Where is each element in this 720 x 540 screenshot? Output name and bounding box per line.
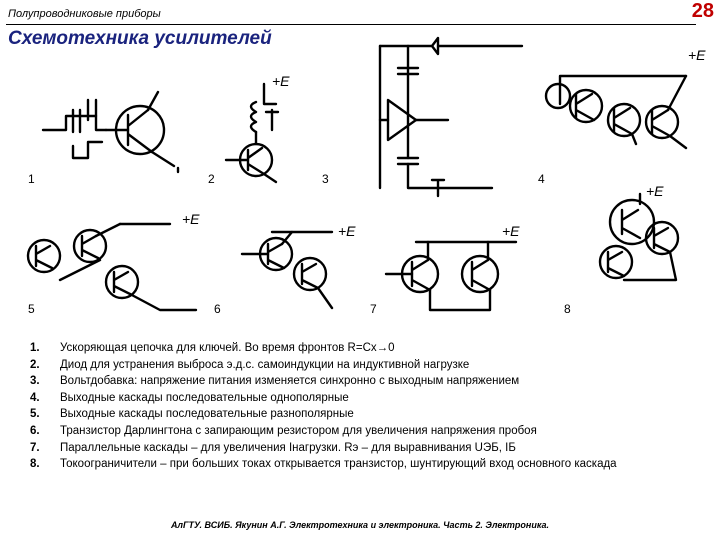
list-item-number: 2. — [30, 358, 40, 371]
figure-6-number: 6 — [214, 302, 221, 316]
list-item-text: Токоограничители – при больших токах открывается транзистор, шунтирующий вход основного каскада — [60, 458, 617, 471]
list-item — [30, 340, 700, 357]
figure-6-panel — [222, 212, 380, 320]
figure-7-panel — [376, 212, 538, 320]
list-item-number: 7. — [30, 441, 40, 454]
list-item-text: Выходные каскады последовательные однополярные — [60, 391, 349, 404]
list-item-number: 6. — [30, 424, 40, 437]
figure-7-circuit — [376, 212, 538, 320]
figure-8-number: 8 — [564, 302, 571, 316]
list-item-number: 8. — [30, 458, 40, 471]
header-subject: Полупроводниковые приборы — [8, 8, 161, 20]
list-item-text: Выходные каскады последовательные разнополярные — [60, 408, 354, 421]
figure-5-circuit — [20, 200, 216, 320]
list-item-text: Диод для устранения выброса э.д.с. самоиндукции на индуктивной нагрузке — [60, 358, 470, 371]
figure-5-supply-label: +E — [182, 211, 200, 227]
list-item — [30, 423, 700, 440]
figure-1-circuit — [28, 70, 200, 190]
figure-8-panel — [580, 176, 710, 316]
list-item — [30, 390, 700, 407]
page-title: Схемотехника усилителей — [8, 28, 272, 49]
list-item-number: 3. — [30, 375, 40, 388]
list-item — [30, 373, 700, 390]
description-list — [30, 340, 700, 473]
list-item — [30, 406, 700, 423]
page-number: 28 — [691, 0, 714, 22]
figure-4-panel — [540, 36, 716, 176]
figure-1-number: 1 — [28, 172, 35, 186]
figure-4-supply-label: +E — [688, 47, 706, 63]
list-item-text: Вольтдобавка: напряжение питания изменяется синхронно с выходным напряжением — [60, 375, 520, 388]
figure-6-circuit — [222, 212, 380, 320]
figure-5-number: 5 — [28, 302, 35, 316]
figure-7-supply-label: +E — [502, 223, 520, 239]
figure-8-supply-label: +E — [646, 183, 664, 199]
list-item — [30, 440, 700, 457]
figure-3-circuit — [352, 28, 542, 200]
list-item-number: 1. — [30, 342, 40, 354]
list-item — [30, 357, 700, 374]
figure-2-number: 2 — [208, 172, 215, 186]
figure-3-number: 3 — [322, 172, 329, 186]
figure-5-panel — [20, 200, 216, 320]
list-item-text: Параллельные каскады – для увеличения Iнагрузки. Rэ – для выравнивания UЭБ, IБ — [60, 441, 516, 454]
list-item-number: 4. — [30, 391, 40, 404]
figure-6-supply-label: +E — [338, 223, 356, 239]
list-item-text: Ускоряющая цепочка для ключей. Во время фронтов R=Cх→0 — [60, 342, 395, 354]
list-item — [30, 456, 700, 473]
header-divider — [6, 24, 696, 25]
figure-8-circuit — [580, 176, 710, 316]
figure-7-number: 7 — [370, 302, 377, 316]
figure-2-circuit — [216, 64, 300, 188]
figure-3-panel — [352, 28, 542, 200]
list-item-number: 5. — [30, 408, 40, 421]
figure-4-circuit — [540, 36, 716, 176]
list-item-text: Транзистор Дарлингтона с запирающим резистором для увеличения напряжения пробоя — [60, 424, 537, 437]
figure-2-panel — [216, 64, 300, 188]
figure-2-supply-label: +E — [272, 73, 290, 89]
figure-1-panel — [28, 70, 200, 190]
figure-4-number: 4 — [538, 172, 545, 186]
footer-credit: АлГТУ. ВСИБ. Якунин А.Г. Электротехника и электроника. Часть 2. Электроника. — [170, 520, 550, 530]
